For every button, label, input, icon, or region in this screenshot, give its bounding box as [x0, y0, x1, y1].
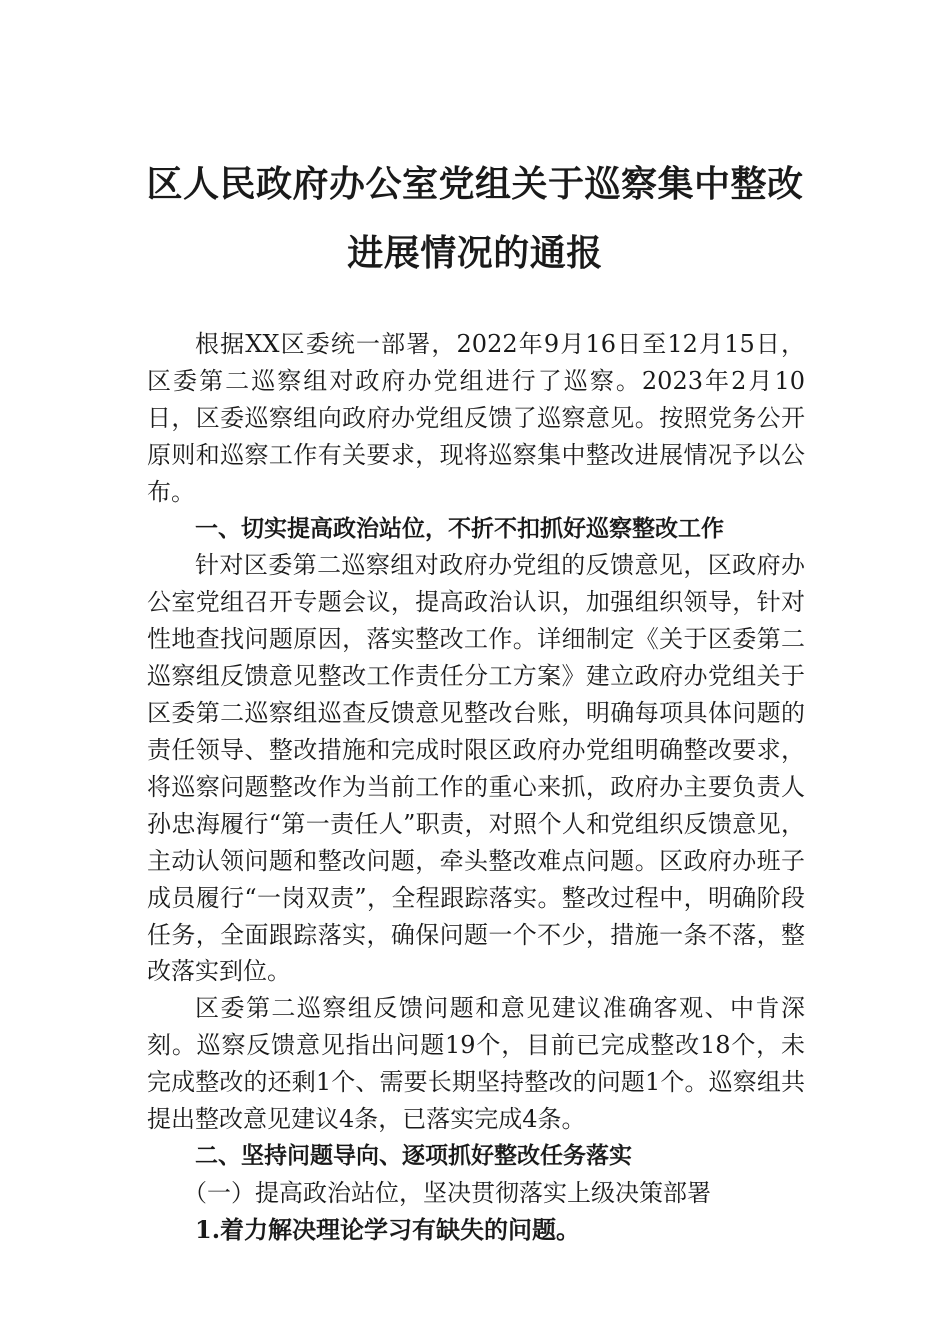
- section-1-paragraph-1: 针对区委第二巡察组对政府办党组的反馈意见，区政府办公室党组召开专题会议，提高政治认识，加强组织领导，针对性地查找问题原因，落实整改工作。详细制定《关于区委第二巡察组反馈意见整改工作责任分工方案》建立政府办党组关于区委第二巡察组巡查反馈意见整改台账，明确每项具体问题的责任领导、整改措施和完成时限区政府办党组明确整改要求，将巡察问题整改作为当前工作的重心来抓，政府办主要负责人孙忠海履行“第一责任人”职责，对照个人和党组织反馈意见，主动认领问题和整改问题，牵头整改难点问题。区政府办班子成员履行“一岗双责”，全程跟踪落实。整改过程中，明确阶段任务，全面跟踪落实，确保问题一个不少，措施一条不落，整改落实到位。: [147, 551, 805, 986]
- intro-paragraph: 根据XX区委统一部署，2022年9月16日至12月15日，区委第二巡察组对政府办党组进行了巡察。2023年2月10日，区委巡察组向政府办党组反馈了巡察意见。按照党务公开原则和巡察工作有关要求，现将巡察集中整改进展情况予以公布。: [147, 330, 805, 506]
- subsection-heading-1: （一）提高政治站位，坚决贯彻落实上级决策部署: [183, 1178, 711, 1207]
- section-heading-1: 一、切实提高政治站位，不折不扣抓好巡察整改工作: [195, 515, 724, 542]
- numbered-item-1: 1.着力解决理论学习有缺失的问题。: [195, 1214, 581, 1244]
- document-body: [147, 326, 805, 1249]
- section-heading-2: 二、坚持问题导向、逐项抓好整改任务落实: [195, 1142, 632, 1169]
- section-1-paragraph-2: 区委第二巡察组反馈问题和意见建议准确客观、中肯深刻。巡察反馈意见指出问题19个，目前已完成整改18个，未完成整改的还剩1个、需要长期坚持整改的问题1个。巡察组共提出整改意见建议4条，已落实完成4条。: [147, 994, 805, 1134]
- document-title-line-2: 进展情况的通报: [347, 233, 603, 274]
- document-title-line-1: 区人民政府办公室党组关于巡察集中整改: [146, 164, 804, 205]
